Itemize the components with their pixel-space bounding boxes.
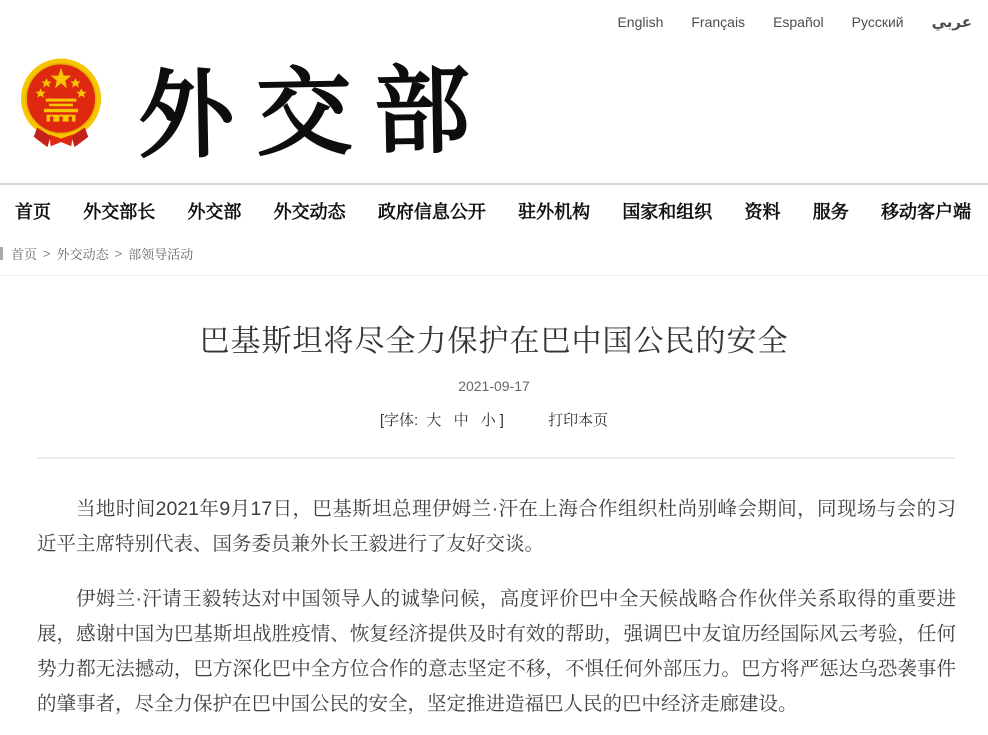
article-title: 巴基斯坦将尽全力保护在巴中国公民的安全 xyxy=(199,325,789,358)
breadcrumb-separator: > xyxy=(43,246,51,261)
nav-item-missions[interactable]: 驻外机构 xyxy=(518,202,591,222)
divider-line xyxy=(37,457,955,459)
article-toolbar xyxy=(0,409,988,430)
site-logo[interactable] xyxy=(18,52,493,178)
article-date: 2021-09-17 xyxy=(458,378,530,394)
lang-link-arabic[interactable]: عربي xyxy=(931,14,972,31)
nav-item-ministry[interactable]: 外交部 xyxy=(187,202,242,222)
nav-item-countries[interactable]: 国家和组织 xyxy=(622,202,713,222)
language-bar xyxy=(0,0,988,44)
nav-item-minister[interactable]: 外交部长 xyxy=(83,202,156,222)
nav-item-mobile-app[interactable]: 移动客户端 xyxy=(880,202,971,222)
nav-item-resources[interactable]: 资料 xyxy=(744,202,781,222)
nav-item-activities[interactable]: 外交动态 xyxy=(273,202,346,222)
breadcrumb-activities[interactable]: 外交动态 xyxy=(56,247,109,262)
print-page-button[interactable]: 打印本页 xyxy=(548,412,609,429)
breadcrumb-current: 部领导活动 xyxy=(128,247,194,262)
article-paragraph: 伊姆兰·汗请王毅转达对中国领导人的诚挚问候，高度评价巴中全天候战略合作伙伴关系取得的重要进展，感谢中国为巴基斯坦战胜疫情、恢复经济提供及时有效的帮助，强调巴中友谊历经国际风云考验，任何势力都无法撼动，巴方深化巴中全方位合作的意志坚定不移，不惧任何外部压力。巴方将严惩达乌恐袭事件的肇事者，尽全力保护在巴中国公民的安全，坚定推进造福巴人民的巴中经济走廊建设。 xyxy=(37,588,956,715)
breadcrumb-marker xyxy=(0,247,3,260)
lang-link-espanol[interactable]: Español xyxy=(773,14,824,30)
font-size-small-button[interactable]: 小 xyxy=(480,412,496,429)
font-size-suffix: ] xyxy=(499,412,504,429)
nav-item-gov-info[interactable]: 政府信息公开 xyxy=(377,202,486,222)
lang-link-francais[interactable]: Français xyxy=(691,14,746,30)
breadcrumb-separator: > xyxy=(114,246,123,261)
font-size-prefix: [字体: xyxy=(379,412,419,429)
site-header xyxy=(0,44,988,183)
main-nav xyxy=(0,183,988,236)
article-section xyxy=(0,275,988,722)
site-title-calligraphy: 外交部 xyxy=(137,52,493,173)
nav-item-home[interactable]: 首页 xyxy=(15,202,51,222)
nav-item-services[interactable]: 服务 xyxy=(812,202,849,222)
font-size-large-button[interactable]: 大 xyxy=(426,412,442,429)
article-paragraph: 当地时间2021年9月17日，巴基斯坦总理伊姆兰·汗在上海合作组织杜尚别峰会期间，同现场与会的习近平主席特别代表、国务委员兼外长王毅进行了友好交谈。 xyxy=(37,498,956,555)
lang-link-russian[interactable]: Русский xyxy=(851,14,904,30)
lang-link-english[interactable]: English xyxy=(617,14,664,30)
breadcrumb-home[interactable]: 首页 xyxy=(11,247,38,262)
article-body xyxy=(37,492,956,722)
font-size-medium-button[interactable]: 中 xyxy=(453,412,469,429)
national-emblem-icon xyxy=(18,56,104,148)
breadcrumb xyxy=(0,236,988,275)
